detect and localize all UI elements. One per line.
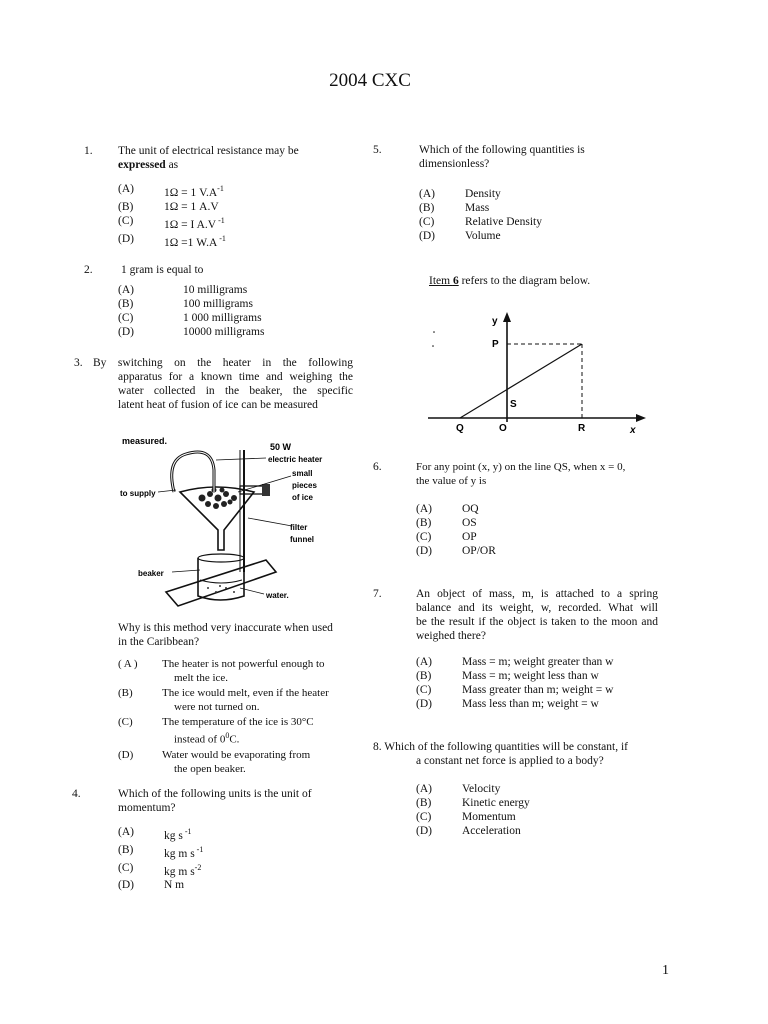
q3-stem-line2: apparatus for a known time and weighing the bbox=[118, 371, 353, 383]
label-of-ice: of ice bbox=[292, 493, 313, 502]
option-label: (C) bbox=[118, 716, 133, 728]
option-label: (A) bbox=[416, 503, 432, 515]
label-funnel: funnel bbox=[290, 535, 314, 544]
label-watt: 50 W bbox=[270, 442, 292, 452]
option-label: ( A ) bbox=[118, 658, 138, 670]
label-beaker: beaker bbox=[138, 569, 164, 578]
page-title: 2004 CXC bbox=[329, 70, 411, 91]
q7-option-b bbox=[416, 669, 666, 683]
option-text: kg m s bbox=[164, 847, 195, 860]
q3-stem-line3: water collected in the beaker, the specific bbox=[118, 385, 353, 397]
option-label: (A) bbox=[118, 826, 134, 838]
option-text-cont: instead of 0 bbox=[174, 733, 226, 746]
q4-option-c bbox=[118, 861, 358, 879]
q1-option-b bbox=[118, 200, 358, 214]
option-sup: -1 bbox=[217, 184, 224, 193]
option-text: Momentum bbox=[462, 811, 516, 823]
q2-stem: 1 gram is equal to bbox=[121, 264, 204, 276]
q7-stem-line2: balance and its weight, w, recorded. What will bbox=[416, 602, 658, 614]
option-text: Velocity bbox=[462, 783, 501, 795]
item6-intro bbox=[429, 274, 590, 288]
option-text: Water would be evaporating from bbox=[162, 748, 311, 761]
option-label: (C) bbox=[419, 216, 435, 228]
q6-options bbox=[416, 502, 666, 558]
q3-options bbox=[118, 657, 363, 776]
q3-question bbox=[118, 621, 358, 649]
option-label: (B) bbox=[416, 670, 432, 682]
option-text: N m bbox=[164, 879, 185, 892]
option-text: OP bbox=[462, 531, 477, 543]
option-text-cont: were not turned on. bbox=[174, 701, 260, 713]
q5-stem-line2: dimensionless? bbox=[419, 158, 490, 170]
q8-number: 8. bbox=[373, 741, 382, 753]
item6-number: 6 bbox=[452, 275, 459, 287]
option-label: (C) bbox=[416, 531, 432, 543]
q4-option-a bbox=[118, 825, 358, 843]
label-measured: measured. bbox=[122, 436, 168, 446]
line-qs bbox=[460, 344, 582, 418]
q1-option-c bbox=[118, 214, 358, 232]
q5-option-c bbox=[419, 215, 669, 229]
option-text: Mass bbox=[465, 202, 490, 214]
pointer-funnel bbox=[248, 518, 292, 526]
item6-suffix: refers to the diagram below. bbox=[458, 275, 591, 287]
q8-option-a bbox=[416, 782, 666, 796]
option-text: kg m s bbox=[164, 865, 195, 878]
q5-option-d bbox=[419, 229, 669, 243]
label-filter: filter bbox=[290, 523, 308, 532]
pointer-heater bbox=[216, 458, 266, 460]
q8-stem-line2: a constant net force is applied to a body? bbox=[416, 755, 604, 767]
pointer-beaker bbox=[172, 570, 200, 572]
q1-number: 1. bbox=[84, 145, 93, 157]
q7-stem-line1: An object of mass, m, is attached to a spring bbox=[416, 588, 658, 600]
q2-number: 2. bbox=[84, 264, 93, 276]
option-sup: -1 bbox=[216, 215, 225, 225]
q2-option-b bbox=[118, 297, 358, 311]
q8-stem-line1: Which of the following quantities will be constant, if bbox=[384, 741, 628, 753]
q3-question-line2: in the Caribbean? bbox=[118, 636, 200, 648]
label-y: y bbox=[492, 316, 498, 327]
q4-stem-line1: Which of the following units is the unit of bbox=[118, 788, 312, 800]
q6-number: 6. bbox=[373, 461, 382, 473]
option-label: (B) bbox=[416, 797, 432, 809]
option-text: 1Ω = I A.V bbox=[164, 218, 217, 231]
q7-stem-line4: weighed there? bbox=[416, 630, 486, 642]
ice-pieces bbox=[199, 488, 238, 510]
option-text: Relative Density bbox=[465, 216, 542, 228]
q8-option-d bbox=[416, 824, 666, 838]
q4-option-d bbox=[118, 878, 358, 892]
q6-option-a bbox=[416, 502, 666, 516]
heater-wire-inner bbox=[172, 452, 214, 492]
option-label: (C) bbox=[118, 214, 134, 227]
q8-option-c bbox=[416, 810, 666, 824]
q2-option-d bbox=[118, 325, 358, 339]
option-text: 10000 milligrams bbox=[183, 326, 265, 338]
speck bbox=[433, 331, 435, 333]
label-q: Q bbox=[456, 423, 464, 434]
q7-options bbox=[416, 655, 666, 711]
q8-option-b bbox=[416, 796, 666, 810]
option-label: (D) bbox=[416, 825, 432, 837]
q3-option-c bbox=[118, 715, 363, 747]
q1-option-a bbox=[118, 182, 358, 200]
option-text: OQ bbox=[462, 503, 479, 515]
option-label: (A) bbox=[118, 183, 134, 195]
option-text: kg s bbox=[164, 829, 183, 842]
q1-stem-line1: The unit of electrical resistance may be bbox=[118, 145, 299, 157]
q2-option-a bbox=[118, 283, 358, 297]
item6-prefix: Item bbox=[429, 275, 453, 287]
label-pieces: pieces bbox=[292, 481, 317, 490]
q3-option-a bbox=[118, 657, 363, 685]
option-label: (D) bbox=[118, 748, 134, 761]
q6-stem bbox=[416, 460, 686, 488]
option-text: 1Ω = 1 A.V bbox=[164, 200, 219, 213]
option-text: 10 milligrams bbox=[183, 284, 248, 296]
label-x: x bbox=[630, 425, 636, 436]
option-text-unit: C. bbox=[229, 733, 240, 746]
q4-stem bbox=[118, 787, 358, 815]
option-label: (D) bbox=[118, 879, 134, 892]
option-label: (A) bbox=[416, 783, 432, 795]
option-sup: 0 bbox=[225, 731, 230, 740]
option-text: Acceleration bbox=[462, 825, 521, 837]
q3-stem bbox=[93, 356, 353, 370]
option-label: (B) bbox=[118, 200, 134, 213]
option-text: Mass = m; weight greater than w bbox=[462, 656, 614, 668]
q3-apparatus-diagram bbox=[116, 430, 356, 610]
q3-stem-line4: latent heat of fusion of ice can be measured bbox=[118, 399, 318, 411]
option-text: 100 milligrams bbox=[183, 298, 253, 310]
q1-stem-rest: as bbox=[165, 159, 179, 171]
q3-stem-cont bbox=[118, 370, 353, 412]
option-text: 1Ω =1 W.A bbox=[164, 236, 218, 249]
option-sup: -2 bbox=[194, 862, 202, 872]
option-label: (B) bbox=[118, 687, 133, 699]
option-text-cont: the open beaker. bbox=[174, 762, 246, 775]
option-text: Mass = m; weight less than w bbox=[462, 670, 599, 682]
q7-option-a bbox=[416, 655, 666, 669]
q8-options bbox=[416, 782, 666, 838]
q5-option-b bbox=[419, 201, 669, 215]
q5-option-a bbox=[419, 187, 669, 201]
q3-number: 3. bbox=[74, 357, 83, 369]
q1-stem bbox=[118, 144, 358, 172]
item6-graph bbox=[424, 308, 654, 438]
q7-option-d bbox=[416, 697, 666, 711]
option-text: Kinetic energy bbox=[462, 797, 530, 809]
q7-stem-line3: be the result if the object is taken to the moon and bbox=[416, 616, 658, 628]
label-p: P bbox=[492, 339, 499, 350]
option-text: 1Ω = 1 V.A bbox=[164, 186, 218, 199]
x-axis-arrow bbox=[636, 414, 646, 422]
label-r: R bbox=[578, 423, 586, 434]
page-number: 1 bbox=[662, 963, 669, 978]
q3-stem-line1: By switching on the heater in the following bbox=[93, 357, 353, 369]
y-axis-arrow bbox=[503, 312, 511, 322]
label-water: water. bbox=[266, 591, 289, 600]
option-label: (A) bbox=[416, 656, 432, 668]
option-text: The temperature of the ice is 30°C bbox=[162, 716, 314, 728]
speck bbox=[432, 345, 434, 347]
option-text: The ice would melt, even if the heater bbox=[162, 687, 329, 699]
water-surface bbox=[200, 580, 242, 583]
option-label: (C) bbox=[118, 861, 134, 874]
q6-option-b bbox=[416, 516, 666, 530]
q7-option-c bbox=[416, 683, 666, 697]
option-label: (D) bbox=[416, 698, 432, 710]
q3-option-b bbox=[118, 686, 363, 714]
beaker-rim bbox=[198, 554, 244, 562]
option-sup: -1 bbox=[217, 233, 226, 243]
option-label: (C) bbox=[416, 811, 432, 823]
option-text: 1 000 milligrams bbox=[183, 312, 262, 324]
q4-options bbox=[118, 825, 358, 892]
q1-stem-line2 bbox=[118, 158, 358, 172]
option-sup: -1 bbox=[182, 827, 192, 836]
q6-stem-line1: For any point (x, y) on the line QS, when x = 0, bbox=[416, 461, 626, 473]
q8-stem bbox=[373, 740, 683, 768]
q4-stem-line2: momentum? bbox=[118, 802, 176, 814]
option-label: (B) bbox=[118, 298, 134, 310]
option-text: Mass less than m; weight = w bbox=[462, 698, 599, 710]
q6-option-c bbox=[416, 530, 666, 544]
q6-stem-line2: the value of y is bbox=[416, 475, 487, 487]
q5-options bbox=[419, 187, 669, 243]
option-label: (D) bbox=[416, 545, 432, 557]
option-label: (C) bbox=[118, 312, 134, 324]
q5-number: 5. bbox=[373, 144, 382, 156]
option-text: OS bbox=[462, 517, 477, 529]
q1-options bbox=[118, 182, 358, 249]
label-o: O bbox=[499, 423, 507, 434]
option-label: (B) bbox=[416, 517, 432, 529]
option-sup: -1 bbox=[194, 844, 204, 854]
option-label: (D) bbox=[118, 232, 134, 245]
option-text: Density bbox=[465, 188, 501, 200]
option-label: (C) bbox=[416, 684, 432, 696]
option-label: (D) bbox=[419, 230, 435, 242]
q1-stem-bold: expressed bbox=[118, 159, 166, 171]
q7-stem bbox=[416, 587, 658, 643]
label-supply: to supply bbox=[120, 489, 156, 498]
option-label: (D) bbox=[118, 326, 134, 338]
option-text: The heater is not powerful enough to bbox=[162, 658, 325, 670]
q6-option-d bbox=[416, 544, 666, 558]
q3-option-d bbox=[118, 748, 363, 776]
option-label: (A) bbox=[118, 284, 134, 296]
q3-question-line1: Why is this method very inaccurate when used bbox=[118, 622, 333, 634]
option-text: OP/OR bbox=[462, 545, 496, 557]
q4-option-b bbox=[118, 843, 358, 861]
label-heater: electric heater bbox=[268, 455, 323, 464]
clamp-screw bbox=[262, 484, 270, 496]
option-text: Mass greater than m; weight = w bbox=[462, 684, 614, 696]
q4-number: 4. bbox=[72, 788, 81, 800]
q2-option-c bbox=[118, 311, 358, 325]
q5-stem bbox=[419, 143, 669, 171]
option-label: (B) bbox=[419, 202, 435, 214]
label-small: small bbox=[292, 469, 313, 478]
q7-number: 7. bbox=[373, 588, 382, 600]
option-text-cont: melt the ice. bbox=[174, 672, 229, 684]
option-text: Volume bbox=[465, 230, 501, 242]
q2-options bbox=[118, 283, 358, 339]
option-label: (B) bbox=[118, 843, 134, 856]
label-s: S bbox=[510, 399, 517, 410]
q5-stem-line1: Which of the following quantities is bbox=[419, 144, 585, 156]
q1-option-d bbox=[118, 232, 358, 250]
option-label: (A) bbox=[419, 188, 435, 200]
